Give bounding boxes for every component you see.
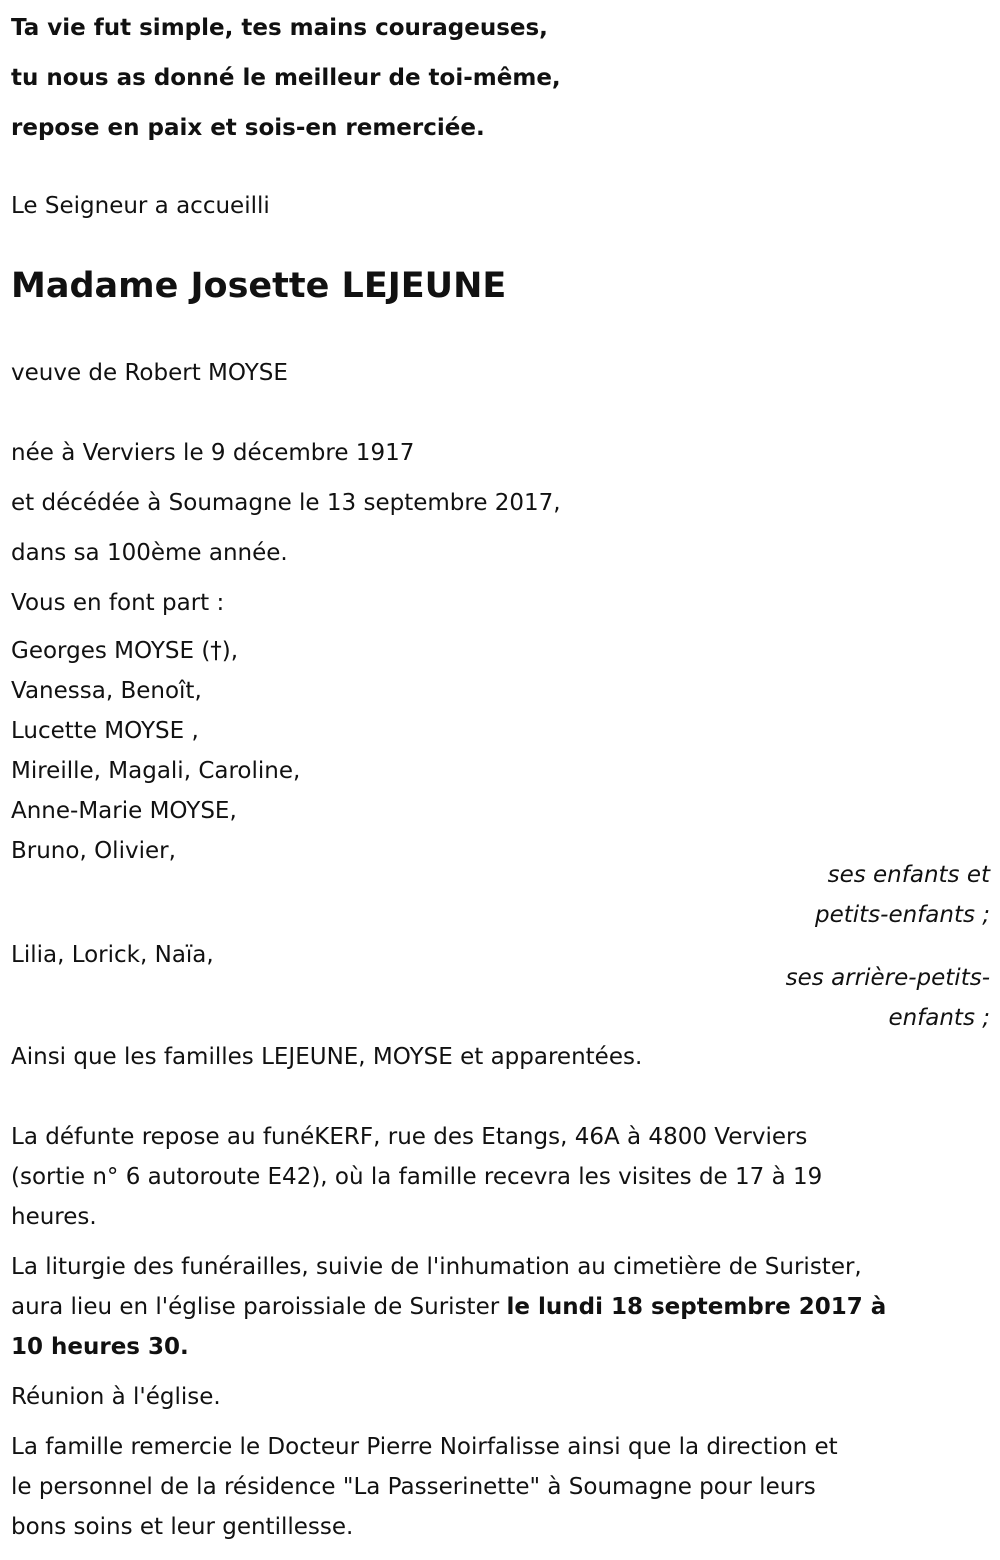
liturgy-text	[11, 1292, 886, 1322]
family-member: Lilia, Lorick, Naïa,	[11, 942, 214, 968]
families-text: Ainsi que les familles LEJEUNE, MOYSE et apparentées.	[11, 1044, 643, 1070]
death-text: et décédée à Soumagne le 13 septembre 2017,	[11, 490, 561, 516]
liturgy-time: 10 heures 30.	[11, 1334, 189, 1360]
verse-line: tu nous as donné le meilleur de toi-même,	[11, 65, 561, 91]
age-text: dans sa 100ème année.	[11, 540, 288, 566]
relation-label: ses arrière-petits-	[785, 965, 990, 991]
thanks-text: le personnel de la résidence "La Passerinette" à Soumagne pour leurs	[11, 1474, 816, 1500]
family-member: Anne-Marie MOYSE,	[11, 798, 237, 824]
deceased-name: Madame Josette LEJEUNE	[11, 266, 507, 306]
family-member: Lucette MOYSE ,	[11, 718, 199, 744]
relation-label: enfants ;	[888, 1005, 990, 1031]
family-member: Georges MOYSE (†),	[11, 638, 239, 664]
liturgy-text: La liturgie des funérailles, suivie de l'inhumation au cimetière de Surister,	[11, 1254, 862, 1280]
relation-label: petits-enfants ;	[814, 902, 990, 928]
family-member: Bruno, Olivier,	[11, 838, 176, 864]
rest-text: heures.	[11, 1204, 97, 1230]
rest-text: La défunte repose au funéKERF, rue des Etangs, 46A à 4800 Verviers	[11, 1124, 808, 1150]
family-member: Vanessa, Benoît,	[11, 678, 202, 704]
rest-text: (sortie n° 6 autoroute E42), où la famille recevra les visites de 17 à 19	[11, 1164, 823, 1190]
thanks-text: bons soins et leur gentillesse.	[11, 1514, 354, 1540]
meeting-text: Réunion à l'église.	[11, 1384, 221, 1410]
liturgy-date: le lundi 18 septembre 2017 à	[506, 1294, 887, 1320]
intro-text: Le Seigneur a accueilli	[11, 193, 270, 219]
verse-line: Ta vie fut simple, tes mains courageuses,	[11, 15, 548, 41]
liturgy-place: aura lieu en l'église paroissiale de Surister	[11, 1294, 507, 1320]
announce-text: Vous en font part :	[11, 590, 225, 616]
relation-label: ses enfants et	[827, 862, 990, 888]
birth-text: née à Verviers le 9 décembre 1917	[11, 440, 415, 466]
family-member: Mireille, Magali, Caroline,	[11, 758, 301, 784]
verse-line: repose en paix et sois-en remerciée.	[11, 115, 485, 141]
widow-text: veuve de Robert MOYSE	[11, 360, 288, 386]
thanks-text: La famille remercie le Docteur Pierre Noirfalisse ainsi que la direction et	[11, 1434, 838, 1460]
